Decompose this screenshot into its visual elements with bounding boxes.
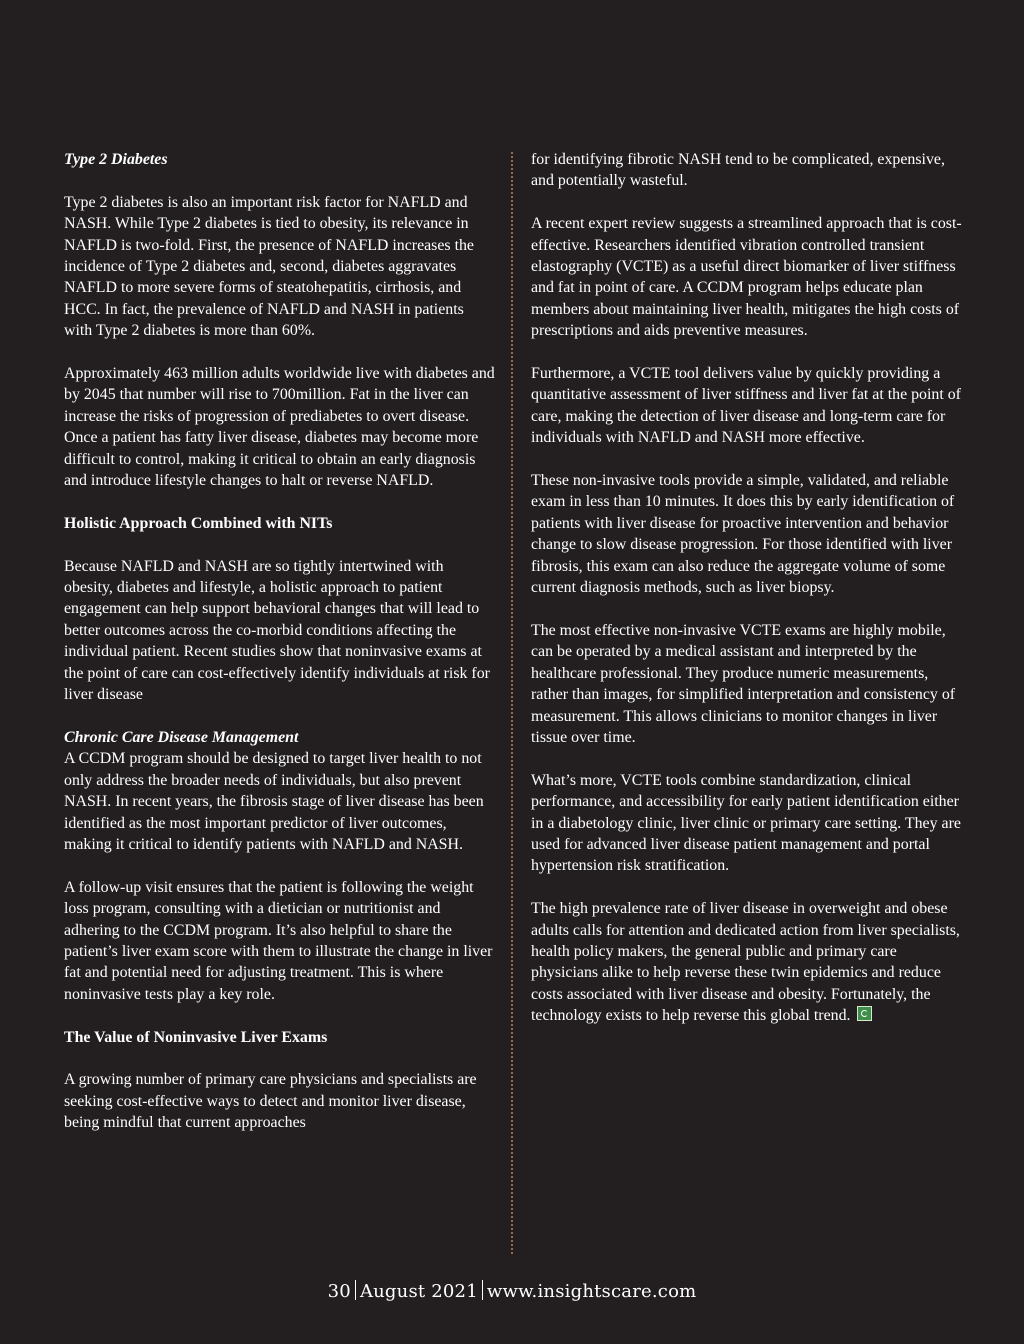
paragraph: A recent expert review suggests a streamlined approach that is cost-effective. Researchers identified vibration controlled transient elastography (VCTE) as a useful direct biomarker of liver stiffness and fat in point of care. A CCDM program helps educate plan members about maintaining liver health, mitigates the high costs of prescriptions and aids preventive measures. (531, 215, 962, 340)
paragraph: A growing number of primary care physicians and specialists are seeking cost-effective ways to detect and monitor liver disease, being mindful that current approaches (64, 1071, 477, 1132)
right-column (531, 149, 967, 1027)
page-number: 30 (327, 1281, 351, 1302)
paragraph: The most effective non-invasive VCTE exams are highly mobile, can be operated by a medical assistant and interpreted by the healthcare professional. They produce numeric measurements, rather than images, for simplified interpretation and consistency of measurement. This allows clinicians to monitor changes in liver tissue over time. (531, 621, 956, 746)
paragraph: These non-invasive tools provide a simple, validated, and reliable exam in less than 10 minutes. It does this by early identification of patients with liver disease for proactive intervention and behavior change to slow disease progression. For those identified with liver fibrosis, this exam can also reduce the aggregate volume of some current diagnosis methods, such as liver biopsy. (531, 472, 955, 597)
closing-text: The high prevalence rate of liver disease in overweight and obese adults calls for attention and dedicated action from liver specialists, health policy makers, the general public and primary care physicians alike to help reverse these twin epidemics and reduce costs associated with liver disease and obesity. Fortunately, the technology exists to help reverse this global trend. (531, 900, 960, 1025)
paragraph: Approximately 463 million adults worldwide live with diabetes and by 2045 that number will rise to 700million. Fat in the liver can increase the risks of progression of prediabetes to overt disease. Once a patient has fatty liver disease, diabetes may become more difficult to control, making it critical to obtain an early diagnosis and introduce lifestyle changes to halt or reverse NAFLD. (64, 365, 495, 490)
issue-date: August 2021 (359, 1281, 478, 1302)
footer-separator (355, 1280, 356, 1300)
end-mark-icon (857, 1006, 872, 1021)
paragraph: Because NAFLD and NASH are so tightly intertwined with obesity, diabetes and lifestyle, a holistic approach to patient engagement can help support behavioral changes that will lead to better outcomes across the co-morbid conditions affecting the individual patient. Recent studies show that noninvasive exams at the point of care can cost-effectively identify individuals at risk for liver disease (64, 557, 490, 704)
page-footer (0, 1280, 1024, 1302)
section-heading-value-of-exams: The Value of Noninvasive Liver Exams (64, 1028, 328, 1046)
paragraph-closing (531, 898, 967, 1026)
website-link[interactable]: www.insightscare.com (486, 1281, 697, 1302)
section-heading-holistic-approach: Holistic Approach Combined with NITs (64, 514, 333, 532)
paragraph: A CCDM program should be designed to target liver health to not only address the broader needs of individuals, but also prevent NASH. In recent years, the fibrosis stage of liver disease has been identified as the most important predictor of liver outcomes, making it critical to identify patients with NAFLD and NASH. (64, 750, 484, 853)
section-heading-type2-diabetes: Type 2 Diabetes (64, 151, 168, 168)
footer-separator (482, 1280, 483, 1300)
paragraph: for identifying fibrotic NASH tend to be complicated, expensive, and potentially wasteful. (531, 151, 945, 190)
paragraph: What’s more, VCTE tools combine standardization, clinical performance, and accessibility for early patient identification either in a diabetology clinic, liver clinic or primary care setting. They are used for advanced liver disease patient management and portal hypertension risk stratification. (531, 771, 961, 875)
paragraph: Furthermore, a VCTE tool delivers value by quickly providing a quantitative assessment of liver stiffness and liver fat at the point of care, making the detection of liver disease and long-term care for individuals with NAFLD and NASH more effective. (531, 365, 961, 447)
paragraph: Type 2 diabetes is also an important risk factor for NAFLD and NASH. While Type 2 diabetes is tied to obesity, its relevance in NAFLD is two-fold. First, the presence of NAFLD increases the incidence of Type 2 diabetes and, second, diabetes aggravates NAFLD to more severe forms of steatohepatitis, cirrhosis, and HCC. In fact, the prevalence of NAFLD and NASH in patients with Type 2 diabetes is more than 60%. (64, 193, 474, 340)
paragraph: A follow-up visit ensures that the patient is following the weight loss program, consulting with a dietician or nutritionist and adhering to the CCDM program. It’s also helpful to share the patient’s liver exam score with them to illustrate the change in liver fat and potential need for adjusting treatment. This is where noninvasive tests play a key role. (64, 878, 493, 1003)
left-column (64, 149, 496, 1134)
section-heading-chronic-care: Chronic Care Disease Management (64, 728, 299, 746)
column-divider (511, 152, 513, 1254)
